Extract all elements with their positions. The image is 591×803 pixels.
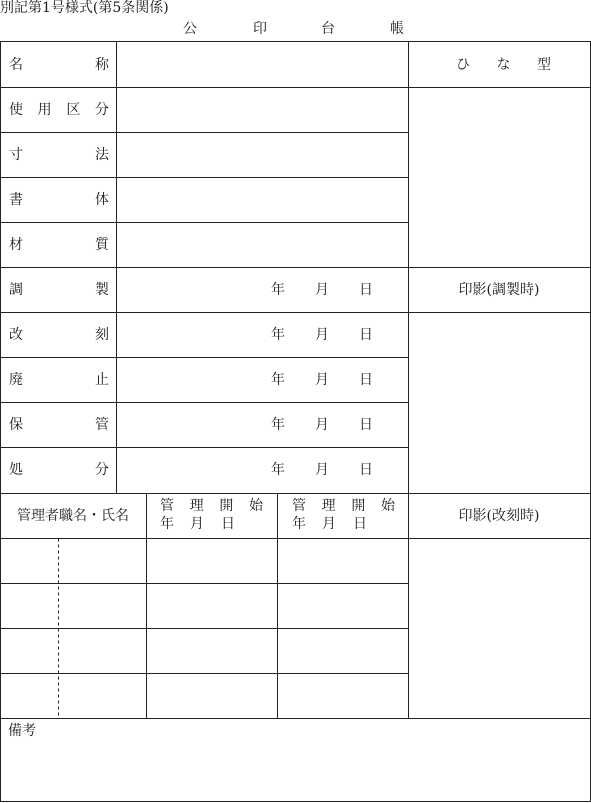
kanri-kaishi-header-2: 管 理 開 始 [292, 498, 395, 514]
title-char: 公 [183, 21, 197, 37]
label-shobun: 処 分 [9, 462, 109, 478]
label-kaikoku: 改 刻 [9, 327, 109, 343]
kanri-kaishi-header-1: 管 理 開 始 [160, 498, 263, 514]
title-char: 台 [321, 21, 335, 37]
form-reference: 別記第1号様式(第5条関係) [0, 0, 169, 16]
label-sunpo: 寸 法 [9, 147, 109, 163]
manager-name-header: 管理者職名・氏名 [17, 508, 129, 524]
label-chosei: 調 製 [9, 282, 109, 298]
title-char: 帳 [390, 21, 404, 37]
inei-chosei-header: 印影(調製時) [458, 282, 540, 298]
remarks-label: 備考 [8, 723, 36, 739]
title-char: 印 [253, 21, 267, 37]
inei-kaikoku-header: 印影(改刻時) [458, 508, 540, 524]
label-hokan: 保 管 [9, 417, 109, 433]
label-shotai: 書 体 [9, 192, 109, 208]
hinagata-header: ひ な 型 [456, 57, 551, 73]
label-haishi: 廃 止 [9, 372, 109, 388]
label-meisho: 名 称 [9, 57, 109, 73]
label-zaishitsu: 材 質 [9, 237, 109, 253]
label-shiyo-kubun: 使 用 区 分 [9, 102, 109, 118]
